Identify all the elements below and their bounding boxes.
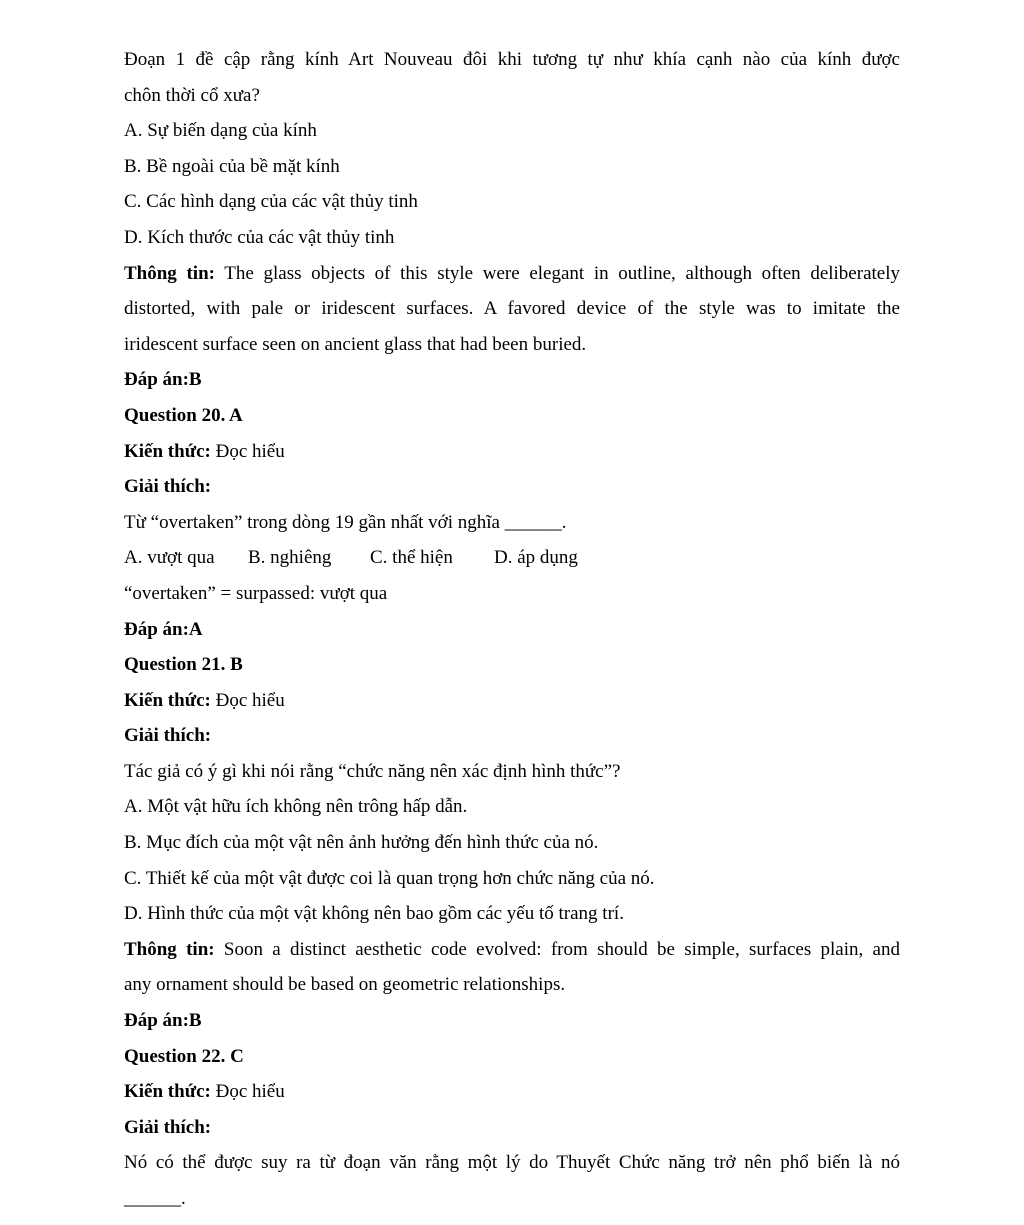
q20-option-c: C. thể hiện bbox=[370, 547, 453, 569]
q20-explain-label: Giải thích: bbox=[124, 476, 212, 498]
q21-explain-label: Giải thích: bbox=[124, 725, 212, 747]
q19-info-text1: The glass objects of this style were elegant in outline, although often deliberately bbox=[214, 262, 900, 284]
q20-option-b: B. nghiêng bbox=[248, 547, 332, 569]
q22-knowledge-value: Đọc hiểu bbox=[210, 1081, 285, 1103]
q19-info-line1 bbox=[124, 256, 900, 292]
q19-option-d: D. Kích thước của các vật thủy tinh bbox=[124, 226, 395, 248]
q21-heading: Question 21. B bbox=[124, 654, 243, 676]
q20-stem: Từ “overtaken” trong dòng 19 gần nhất với nghĩa ______. bbox=[124, 511, 567, 533]
q20-knowledge bbox=[124, 434, 900, 470]
q20-answer: Đáp án:A bbox=[124, 618, 203, 640]
q19-info-line2: distorted, with pale or iridescent surfaces. A favored device of the style was to imitate the bbox=[124, 298, 900, 320]
q21-stem: Tác giả có ý gì khi nói rằng “chức năng nên xác định hình thức”? bbox=[124, 760, 621, 782]
q21-info-text1: Soon a distinct aesthetic code evolved: from should be simple, surfaces plain, and bbox=[214, 938, 900, 960]
q20-options bbox=[124, 540, 900, 576]
q19-option-a: A. Sự biến dạng của kính bbox=[124, 120, 317, 142]
q21-option-d: D. Hình thức của một vật không nên bao gồm các yếu tố trang trí. bbox=[124, 903, 624, 925]
document-page bbox=[124, 42, 900, 1217]
q22-explain-label: Giải thích: bbox=[124, 1116, 212, 1138]
q21-info-line2: any ornament should be based on geometric relationships. bbox=[124, 974, 566, 996]
q21-info-label: Thông tin: bbox=[124, 938, 215, 960]
q21-knowledge-value: Đọc hiểu bbox=[210, 689, 285, 711]
q21-option-c: C. Thiết kế của một vật được coi là quan trọng hơn chức năng của nó. bbox=[124, 867, 655, 889]
q19-option-c: C. Các hình dạng của các vật thủy tinh bbox=[124, 191, 418, 213]
q21-info-line1 bbox=[124, 932, 900, 968]
q19-info-label: Thông tin: bbox=[124, 262, 215, 284]
q19-option-b: B. Bề ngoài của bề mặt kính bbox=[124, 155, 340, 177]
q20-note: “overtaken” = surpassed: vượt qua bbox=[124, 582, 388, 604]
q21-option-b: B. Mục đích của một vật nên ảnh hưởng đến hình thức của nó. bbox=[124, 832, 599, 854]
q20-knowledge-label: Kiến thức: bbox=[124, 440, 211, 462]
q22-knowledge-label: Kiến thức: bbox=[124, 1081, 211, 1103]
q20-knowledge-value: Đọc hiểu bbox=[210, 440, 285, 462]
q22-stem-line1: Nó có thể được suy ra từ đoạn văn rằng một lý do Thuyết Chức năng trở nên phổ biến là nó bbox=[124, 1152, 900, 1174]
q20-heading: Question 20. A bbox=[124, 404, 243, 426]
q21-knowledge-label: Kiến thức: bbox=[124, 689, 211, 711]
q19-answer: Đáp án:B bbox=[124, 369, 202, 391]
q21-answer: Đáp án:B bbox=[124, 1010, 202, 1032]
q21-knowledge bbox=[124, 683, 900, 719]
q22-knowledge bbox=[124, 1074, 900, 1110]
q22-stem-line2: ______. bbox=[124, 1188, 186, 1209]
q21-option-a: A. Một vật hữu ích không nên trông hấp dẫn. bbox=[124, 796, 468, 818]
q20-option-d: D. áp dụng bbox=[494, 547, 578, 569]
q19-stem-line2: chôn thời cổ xưa? bbox=[124, 84, 260, 106]
q22-heading: Question 22. C bbox=[124, 1045, 244, 1067]
q19-info-line3: iridescent surface seen on ancient glass that had been buried. bbox=[124, 333, 587, 355]
q19-stem-line1: Đoạn 1 đề cập rằng kính Art Nouveau đôi khi tương tự như khía cạnh nào của kính được bbox=[124, 49, 900, 70]
q20-option-a: A. vượt qua bbox=[124, 547, 215, 569]
